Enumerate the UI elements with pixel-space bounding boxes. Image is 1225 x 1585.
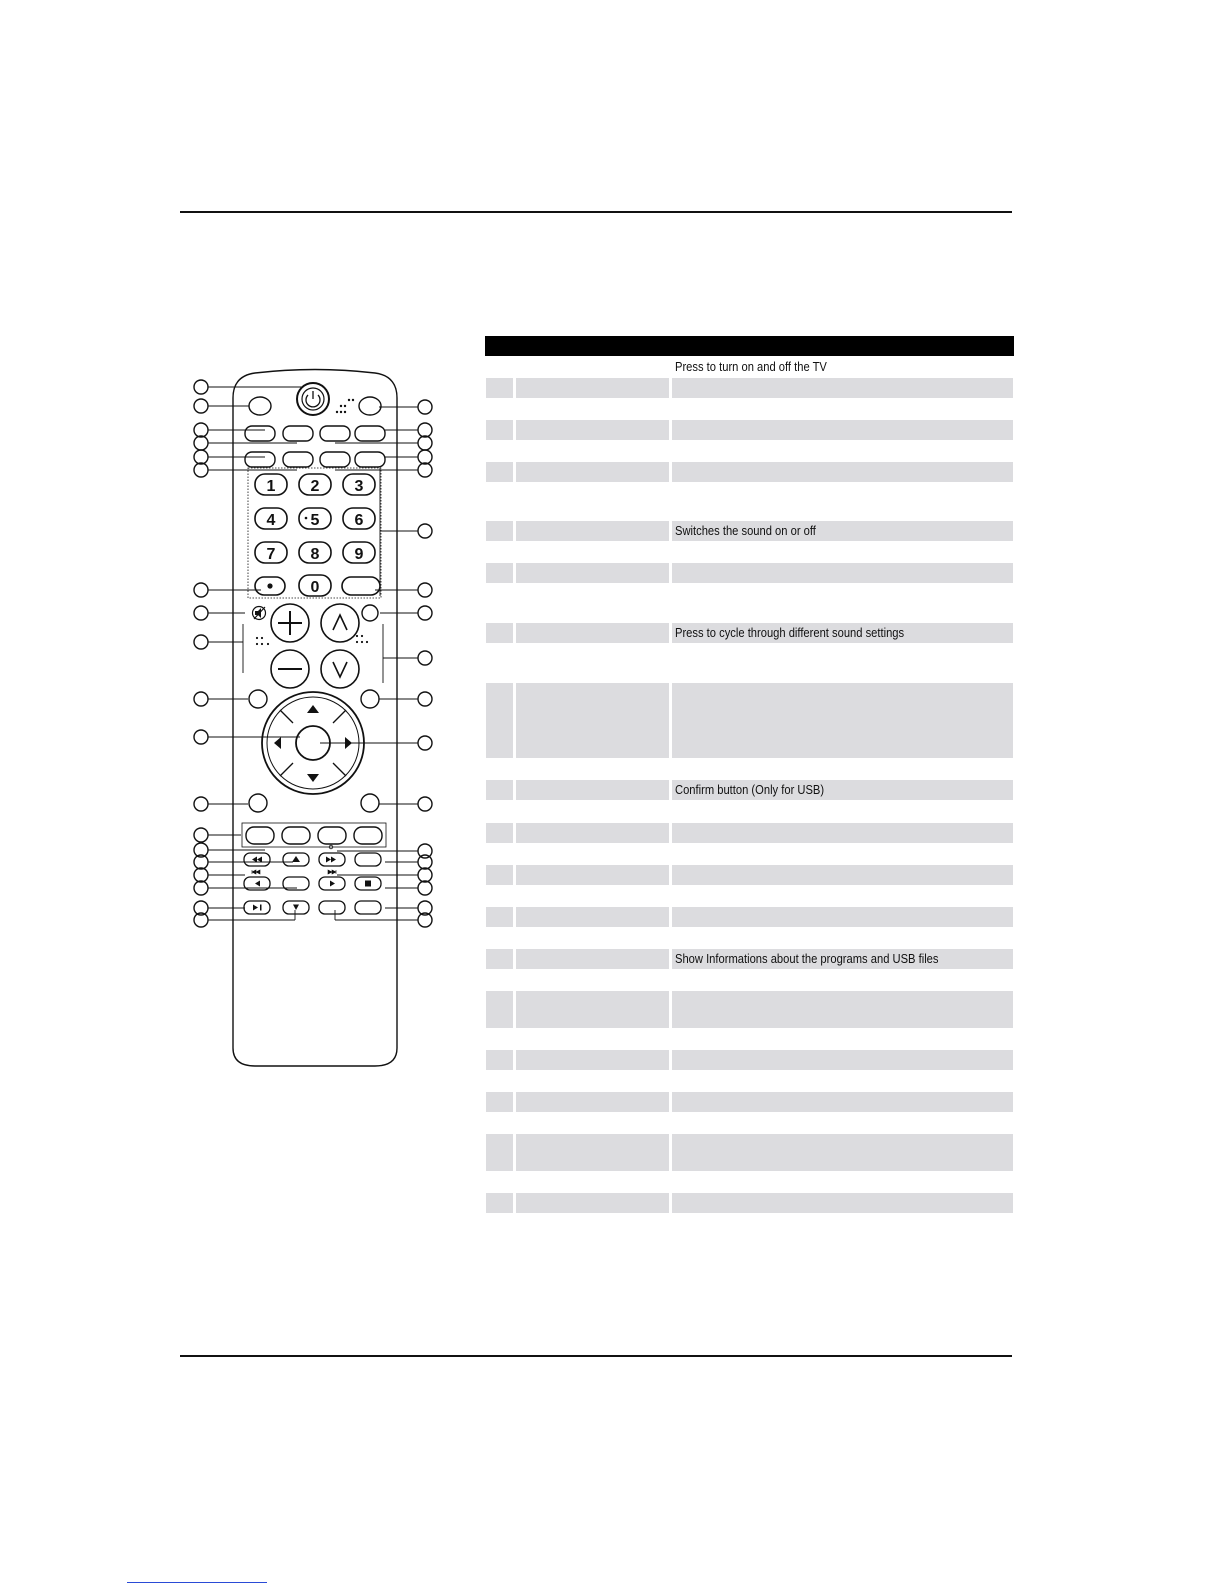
sound-mode-button: [362, 605, 378, 621]
button-name-cell: [516, 823, 669, 843]
row-number-cell: [486, 683, 513, 758]
button-name-cell: [516, 683, 669, 758]
row-number-cell: [486, 949, 513, 969]
button-function-table: [485, 336, 1014, 966]
row-number-cell: [486, 865, 513, 885]
table-row: [485, 521, 1014, 541]
table-row: [485, 780, 1014, 800]
button-name-cell: [516, 420, 669, 440]
callout-markers-left: [194, 380, 208, 927]
table-row: [485, 1193, 1014, 1213]
button-name-cell: [516, 865, 669, 885]
row-number-cell: [486, 907, 513, 927]
button-name-cell: [516, 521, 669, 541]
description-cell: [672, 1092, 1013, 1112]
table-row: [485, 563, 1014, 583]
button-name-cell: [516, 991, 669, 1028]
table-header: [485, 336, 1014, 356]
row-number-cell: [486, 1092, 513, 1112]
description-cell: [672, 991, 1013, 1028]
stop-icon: [365, 881, 371, 887]
button-name-cell: [516, 1134, 669, 1171]
row-number-cell: [486, 823, 513, 843]
button-name-cell: [516, 1092, 669, 1112]
button-name-cell: [516, 1193, 669, 1213]
next-track-icon: [328, 870, 336, 874]
description-cell: [672, 521, 1013, 541]
play-icon: [330, 881, 335, 887]
table-row: [485, 462, 1014, 482]
button-name-cell: [516, 378, 669, 398]
function-buttons-row1: [245, 426, 385, 441]
menu-button: [359, 397, 381, 415]
digit-6: 6: [354, 512, 364, 529]
description-cell: [672, 378, 1013, 398]
source-button: [249, 397, 271, 415]
row-number-cell: [486, 623, 513, 643]
table-row: [485, 378, 1014, 398]
row-number-cell: [486, 1193, 513, 1213]
description-text: Switches the sound on or off: [675, 523, 816, 538]
remote-control-illustration: [185, 368, 445, 1073]
arrow-left-icon: [274, 737, 281, 749]
description-cell: [672, 1134, 1013, 1171]
button-name-cell: [516, 780, 669, 800]
description-cell: [672, 683, 1013, 758]
header-rule: [180, 211, 1012, 213]
digit-1: 1: [266, 478, 276, 495]
row-number-cell: [486, 563, 513, 583]
table-row: [485, 357, 1014, 377]
row-number-cell: [486, 462, 513, 482]
description-cell: [672, 949, 1013, 969]
description-text: Press to turn on and off the TV: [675, 359, 827, 374]
digit-3: 3: [354, 478, 364, 495]
digit-0: 0: [310, 579, 320, 596]
digit-7: 7: [266, 546, 276, 563]
table-row: [485, 1050, 1014, 1070]
digit-4: 4: [266, 512, 276, 529]
footer-rule: [180, 1355, 1012, 1357]
description-cell: [672, 357, 1013, 377]
button-name-cell: [516, 907, 669, 927]
description-cell: [672, 420, 1013, 440]
fast-forward-icon: [326, 857, 336, 863]
row-number-cell: [486, 780, 513, 800]
description-cell: [672, 1193, 1013, 1213]
digit-8: 8: [310, 546, 320, 563]
button-name-cell: [516, 357, 669, 377]
braille-dots-mid: [256, 635, 368, 645]
table-row: [485, 1134, 1014, 1171]
eject-up-icon: [292, 856, 300, 862]
step-back-icon: [255, 881, 260, 887]
row-number-cell: [486, 521, 513, 541]
table-row: [485, 420, 1014, 440]
description-text: Confirm button (Only for USB): [675, 782, 825, 797]
table-row: [485, 623, 1014, 643]
row-number-cell: [486, 1134, 513, 1171]
mute-icon: [253, 607, 266, 620]
channel-up-button: [321, 604, 359, 642]
table-row: [485, 949, 1014, 969]
description-cell: [672, 780, 1013, 800]
row-number-cell: [486, 357, 513, 377]
left-small-button-2: [249, 794, 267, 812]
description-text: Show Informations about the programs and USB files: [675, 951, 939, 966]
right-small-button-2: [361, 794, 379, 812]
description-cell: [672, 462, 1013, 482]
callout-markers-right: [418, 400, 432, 927]
button-name-cell: [516, 563, 669, 583]
right-small-button-1: [361, 690, 379, 708]
color-buttons: [246, 827, 382, 844]
arrow-right-icon: [345, 737, 352, 749]
table-row: [485, 991, 1014, 1028]
arrow-down-icon: [307, 774, 319, 782]
description-cell: [672, 623, 1013, 643]
digit-5: 5: [310, 512, 320, 529]
row-number-cell: [486, 420, 513, 440]
button-name-cell: [516, 949, 669, 969]
description-cell: [672, 907, 1013, 927]
power-icon: [306, 391, 320, 407]
return-button: [342, 577, 380, 595]
description-cell: [672, 563, 1013, 583]
digit-2: 2: [310, 478, 320, 495]
arrow-up-icon: [307, 705, 319, 713]
row-number-cell: [486, 378, 513, 398]
arrow-small-down-icon: [293, 905, 299, 911]
button-name-cell: [516, 462, 669, 482]
table-row: [485, 907, 1014, 927]
footer-link-underline: [127, 1582, 267, 1583]
play-pause-icon: [253, 905, 262, 911]
button-name-cell: [516, 623, 669, 643]
channel-down-button: [321, 650, 359, 688]
description-cell: [672, 823, 1013, 843]
callout-leader-lines: [208, 387, 418, 920]
braille-dots-top: [336, 399, 354, 413]
button-name-cell: [516, 1050, 669, 1070]
digit-9: 9: [354, 546, 364, 563]
prev-track-icon: [252, 870, 260, 874]
left-small-button-1: [249, 690, 267, 708]
table-row: [485, 1092, 1014, 1112]
description-cell: [672, 865, 1013, 885]
description-cell: [672, 1050, 1013, 1070]
table-row: [485, 865, 1014, 885]
row-number-cell: [486, 1050, 513, 1070]
function-buttons-row2: [245, 452, 385, 467]
table-row: [485, 823, 1014, 843]
row-number-cell: [486, 991, 513, 1028]
table-row: [485, 683, 1014, 758]
description-text: Press to cycle through different sound settings: [675, 625, 905, 640]
